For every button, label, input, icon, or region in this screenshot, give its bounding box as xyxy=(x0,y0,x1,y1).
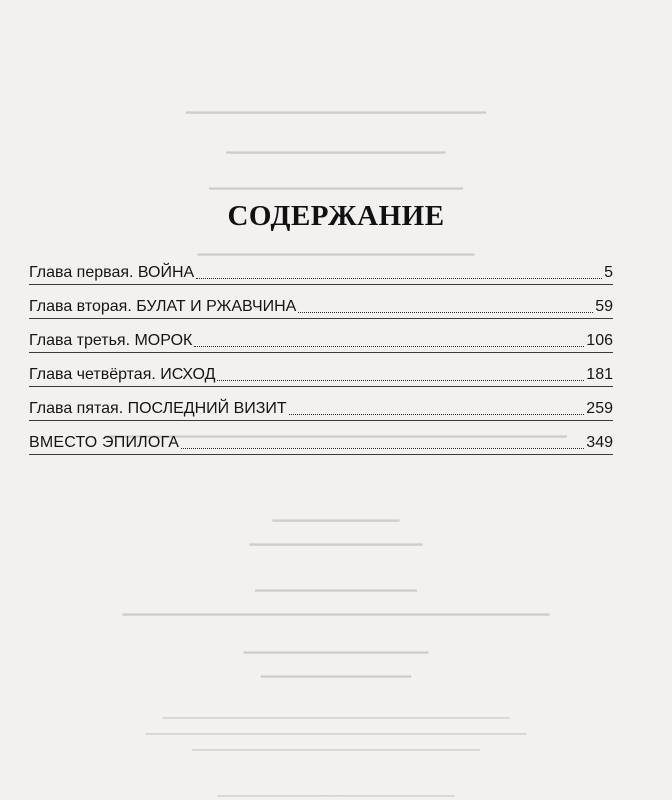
divider xyxy=(29,284,613,285)
toc-page-number: 181 xyxy=(586,366,613,383)
dot-leader xyxy=(217,380,584,381)
show-through-text: ▁▁▁▁▁▁▁▁▁▁▁▁▁▁▁ xyxy=(249,530,423,546)
dot-leader xyxy=(181,448,584,449)
show-through-text: ▁▁▁▁▁▁▁▁▁▁▁▁▁▁▁▁▁▁▁▁▁▁▁▁▁▁ xyxy=(186,98,486,114)
toc-entry-title: Глава первая. ВОЙНА xyxy=(29,264,195,281)
toc-entry-title: ВМЕСТО ЭПИЛОГА xyxy=(29,434,180,451)
dot-leader xyxy=(298,312,593,313)
show-through-text: ▁▁▁▁▁▁▁▁▁▁▁▁▁▁▁▁▁▁▁▁▁▁▁▁▁▁▁▁▁▁▁▁▁▁▁▁▁▁▁▁▁ xyxy=(162,707,510,719)
toc-entry[interactable] xyxy=(29,292,613,316)
toc-entry-title: Глава вторая. БУЛАТ И РЖАВЧИНА xyxy=(29,298,297,315)
show-through-text: ▁▁▁▁▁▁▁▁▁▁▁▁▁ xyxy=(261,662,411,678)
divider xyxy=(29,420,613,421)
toc-entry-title: Глава четвёртая. ИСХОД xyxy=(29,366,216,383)
toc-entry[interactable] xyxy=(29,258,613,282)
show-through-text: ▁▁▁▁▁▁▁▁▁▁▁▁▁▁ xyxy=(255,576,417,592)
dot-leader xyxy=(196,278,602,279)
show-through-text: ▁▁▁▁▁▁▁▁▁▁▁▁▁▁▁▁▁▁▁▁▁▁ xyxy=(209,174,463,190)
show-through-text: ▁▁▁▁▁▁▁▁▁▁▁▁▁▁▁▁▁▁▁▁▁▁▁▁▁▁▁▁ xyxy=(217,785,455,797)
show-through-text: ▁▁▁▁▁▁▁▁▁▁▁▁▁▁▁▁▁▁▁▁▁▁▁▁▁▁▁▁▁▁▁▁▁▁▁▁▁▁▁▁▁▁▁▁▁ xyxy=(145,723,527,735)
dot-leader xyxy=(289,414,585,415)
show-through-text: ▁▁▁▁▁▁▁▁▁▁▁▁▁▁▁▁ xyxy=(243,638,429,654)
divider xyxy=(29,454,613,455)
dot-leader xyxy=(194,346,584,347)
toc-entry[interactable] xyxy=(29,428,613,452)
page-title: СОДЕРЖАНИЕ xyxy=(227,200,445,232)
show-through-text: ▁▁▁▁▁▁▁▁▁▁▁▁▁▁▁▁▁▁▁▁▁▁▁▁▁▁▁▁▁▁▁▁▁▁ xyxy=(192,739,480,751)
toc-entry-title: Глава третья. МОРОК xyxy=(29,332,193,349)
divider xyxy=(29,352,613,353)
toc-page-number: 349 xyxy=(586,434,613,451)
show-through-text: ▁▁▁▁▁▁▁▁▁▁▁ xyxy=(272,506,400,522)
toc-entry[interactable] xyxy=(29,360,613,384)
toc-page-number: 59 xyxy=(595,298,613,315)
divider xyxy=(29,318,613,319)
divider xyxy=(29,386,613,387)
toc-entry-title: Глава пятая. ПОСЛЕДНИЙ ВИЗИТ xyxy=(29,400,287,417)
toc-entry[interactable] xyxy=(29,394,613,418)
show-through-text: ▁▁▁▁▁▁▁▁▁▁▁▁▁▁▁▁▁▁▁ xyxy=(226,138,446,154)
show-through-text: ▁▁▁▁▁▁▁▁▁▁▁▁▁▁▁▁▁▁▁▁▁▁▁▁▁▁▁▁▁▁▁▁▁▁▁▁▁ xyxy=(122,600,550,616)
show-through-text: ▁▁▁▁▁▁▁▁▁▁▁▁▁▁▁▁▁▁▁▁▁▁▁▁▁▁▁▁▁▁▁▁▁▁▁▁▁▁▁▁ xyxy=(105,422,567,438)
toc-entry[interactable] xyxy=(29,326,613,350)
show-through-text: ▁▁▁▁▁▁▁▁▁▁▁▁▁▁▁▁▁▁▁▁▁▁▁▁ xyxy=(197,240,475,256)
toc-page-number: 106 xyxy=(586,332,613,349)
toc-page-number: 259 xyxy=(586,400,613,417)
toc-page-number: 5 xyxy=(604,264,613,281)
